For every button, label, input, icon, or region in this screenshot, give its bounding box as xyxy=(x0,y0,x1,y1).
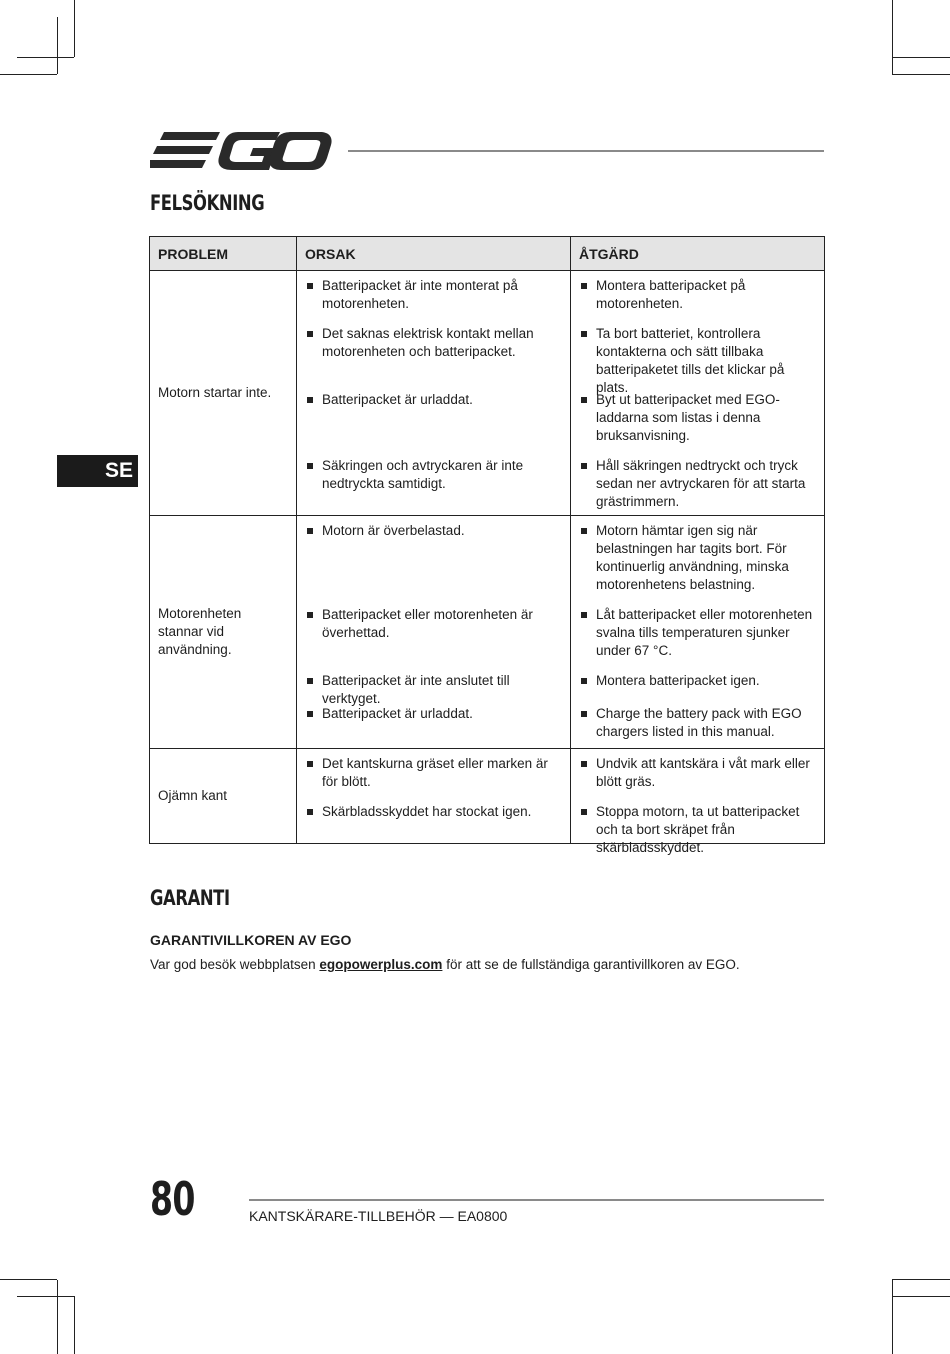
crop-mark xyxy=(892,1279,950,1280)
cause-cell xyxy=(297,749,571,844)
cause-cell xyxy=(297,271,571,516)
warranty-text-before: Var god besök webbplatsen xyxy=(150,957,316,972)
troubleshooting-table xyxy=(149,236,825,855)
action-item: Byt ut batteripacket med EGO-laddarna som listas i denna bruksanvisning. xyxy=(579,391,816,457)
crop-mark xyxy=(893,1296,950,1297)
page-number: 80 xyxy=(150,1172,195,1226)
table-header-row xyxy=(150,237,825,271)
header-action: ÅTGÄRD xyxy=(571,237,825,271)
action-cell xyxy=(571,516,825,749)
table-row xyxy=(150,749,825,844)
warranty-title: GARANTI xyxy=(150,886,230,910)
cause-item: Batteripacket är inte monterat på motorenheten. xyxy=(305,277,562,325)
problem-cell: Motorenheten stannar vid användning. xyxy=(150,516,297,749)
problem-cell: Motorn startar inte. xyxy=(150,271,297,516)
action-item: Montera batteripacket igen. xyxy=(579,672,816,705)
cause-item: Batteripacket är urladdat. xyxy=(305,391,562,457)
language-tab: SE xyxy=(57,455,138,487)
crop-mark xyxy=(17,57,74,58)
cause-item: Motorn är överbelastad. xyxy=(305,522,562,606)
cause-item: Batteripacket är inte anslutet till verktyget. xyxy=(305,672,562,705)
warranty-link[interactable]: egopowerplus.com xyxy=(319,957,443,972)
header-problem: PROBLEM xyxy=(150,237,297,271)
crop-mark xyxy=(892,0,893,74)
warranty-subtitle: GARANTIVILLKOREN AV EGO xyxy=(150,932,352,948)
crop-mark xyxy=(892,74,950,75)
warranty-paragraph xyxy=(150,957,740,972)
crop-mark xyxy=(57,1280,58,1354)
action-item: Ta bort batteriet, kontrollera kontakterna och sätt tillbaka batteripaketet tills det klickar på plats. xyxy=(579,325,816,391)
action-item: Undvik att kantskära i våt mark eller blött gräs. xyxy=(579,755,816,803)
action-item: Stoppa motorn, ta ut batteripacket och ta bort skräpet från skärbladsskyddet. xyxy=(579,803,816,839)
cause-cell xyxy=(297,516,571,749)
troubleshooting-title: FELSÖKNING xyxy=(150,191,265,215)
crop-mark xyxy=(0,74,57,75)
footer-rule xyxy=(249,1199,824,1201)
cause-item: Batteripacket eller motorenheten är överhettad. xyxy=(305,606,562,672)
header-rule xyxy=(348,150,824,152)
cause-item: Det saknas elektrisk kontakt mellan motorenheten och batteripacket. xyxy=(305,325,562,391)
action-item: Motorn hämtar igen sig när belastningen har tagits bort. För kontinuerlig användning, minska motorenhetens belastning. xyxy=(579,522,816,606)
crop-mark xyxy=(74,1296,75,1354)
action-item: Håll säkringen nedtryckt och tryck sedan ner avtryckaren för att starta grästrimmern. xyxy=(579,457,816,511)
action-cell xyxy=(571,749,825,855)
warranty-text-after: för att se de fullständiga garantivillkoren av EGO. xyxy=(446,957,740,972)
cause-item: Batteripacket är urladdat. xyxy=(305,705,562,744)
crop-mark xyxy=(892,1279,893,1354)
crop-mark xyxy=(893,57,950,58)
table-row xyxy=(150,516,825,749)
action-cell xyxy=(571,271,825,516)
action-item: Montera batteripacket på motorenheten. xyxy=(579,277,816,325)
cause-item: Säkringen och avtryckaren är inte nedtryckta samtidigt. xyxy=(305,457,562,511)
problem-cell: Ojämn kant xyxy=(150,749,297,844)
header-cause: ORSAK xyxy=(297,237,571,271)
crop-mark xyxy=(57,17,58,74)
action-item: Låt batteripacket eller motorenheten svalna tills temperaturen sjunker under 67 °C. xyxy=(579,606,816,672)
crop-mark xyxy=(17,1296,74,1297)
ego-logo xyxy=(150,130,332,172)
footer-doc-title: KANTSKÄRARE-TILLBEHÖR — EA0800 xyxy=(249,1208,508,1224)
cause-item: Det kantskurna gräset eller marken är för blött. xyxy=(305,755,562,803)
table-row xyxy=(150,271,825,516)
crop-mark xyxy=(0,1279,57,1280)
action-item: Charge the battery pack with EGO chargers listed in this manual. xyxy=(579,705,816,744)
crop-mark xyxy=(74,0,75,57)
cause-item: Skärbladsskyddet har stockat igen. xyxy=(305,803,562,839)
